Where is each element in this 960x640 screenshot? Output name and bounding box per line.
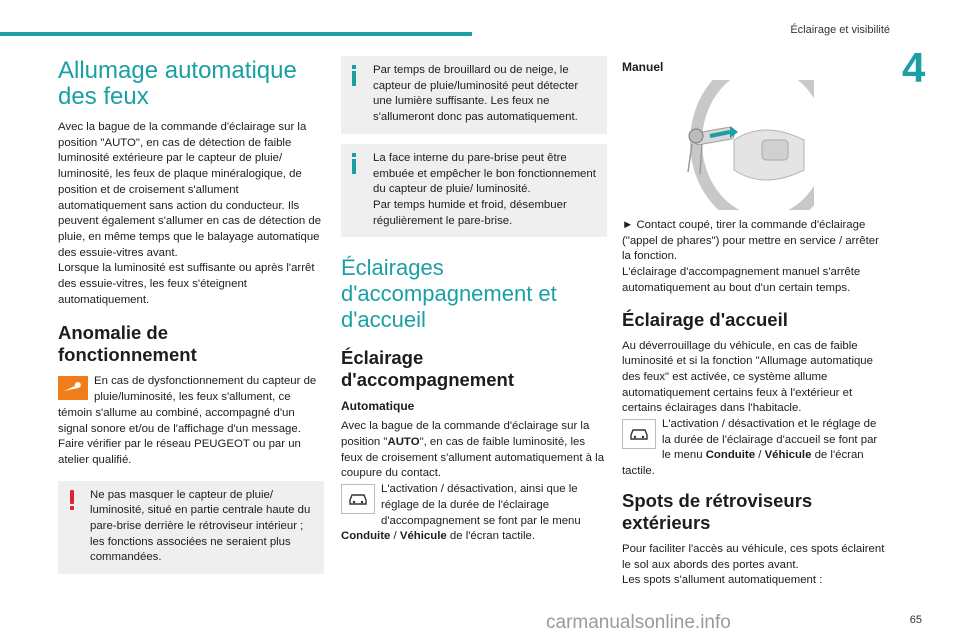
heading-line: Éclairage	[341, 347, 424, 369]
paragraph: Avec la bague de la commande d'éclairage sur la position "AUTO", en cas de détection de faible luminosité extérieure par le capteur de pluie/ luminosité, les feux de plaque minéralogique, de position et de croisement s'allument automatiquement sans action du conducteur. Ils peuvent également s'allumer en cas de détection de pluie, en même temps que le balayage automatique des essuie-vitres avant.	[58, 121, 322, 259]
menu-name: Véhicule	[764, 449, 812, 462]
text-span: L'activation / désactivation et le réglage de la durée de l'éclairage d'accueil se font par le menu	[662, 418, 878, 462]
info-text: Par temps humide et froid, désembuer régulièrement le pare-brise.	[373, 198, 567, 227]
paragraph: Faire vérifier par le réseau PEUGEOT ou par un atelier qualifié.	[58, 438, 301, 466]
heading-spots	[622, 490, 888, 534]
steering-wheel-illustration	[674, 80, 814, 210]
heading-accompagnement	[341, 347, 607, 391]
subheading-manuel: Manuel	[622, 60, 664, 74]
heading-line: extérieurs	[622, 511, 711, 533]
text-span: /	[755, 449, 765, 462]
heading-line: d'accompagnement	[341, 369, 514, 391]
text-span: Avec la bague de la commande d'éclairage sur la position "	[341, 420, 590, 449]
warning-text: Ne pas masquer le capteur de pluie/ luminosité, situé en partie centrale haute du pare-brise derrière le rétroviseur intérieur ; les fonctions associées ne seraient plus commandées.	[90, 488, 311, 564]
text-span: de l'écran tactile.	[446, 530, 536, 543]
menu-name: Conduite	[341, 530, 391, 543]
paragraph: En cas de dysfonctionnement du capteur de pluie/luminosité, les feux s'allument, ce témoin s'allume au combiné, accompagné d'un signal sonore et/ou de l'affichage d'un message.	[58, 375, 317, 435]
watermark: carmanualsonline.info	[546, 612, 731, 633]
column-3	[622, 60, 888, 589]
info-callout	[341, 144, 607, 238]
heading-line: d'accueil	[341, 307, 426, 333]
info-icon	[351, 153, 357, 174]
top-accent-bar	[0, 32, 472, 36]
heading-line: fonctionnement	[58, 344, 197, 366]
heading-line: Allumage automatique	[58, 57, 297, 84]
heading-allumage	[58, 58, 324, 110]
wrench-warning-icon	[58, 376, 88, 400]
info-text: La face interne du pare-brise peut être embuée et empêcher le bon fonctionnement du capteur de pluie/ luminosité.	[373, 151, 596, 196]
text-span: ", en cas de faible luminosité, les feux de croisement s'allument automatiquement à la coupure du contact.	[341, 436, 605, 480]
heading-accueil: Éclairage d'accueil	[622, 308, 788, 330]
paragraph	[622, 417, 888, 480]
paragraph	[341, 419, 607, 482]
paragraph: Lorsque la luminosité est suffisante ou après l'arrêt des essuie-vitres, les feux s'éteignent automatiquement.	[58, 262, 315, 306]
heading-eclairages	[341, 255, 607, 333]
column-2	[341, 56, 607, 545]
text-span: de l'écran tactile.	[622, 449, 864, 478]
warning-icon	[70, 490, 74, 510]
heading-line: d'accompagnement et	[341, 281, 557, 307]
text-span: L'activation / désactivation, ainsi que le réglage de la durée de l'éclairage d'accompagnement se font par le menu	[381, 483, 581, 527]
menu-name: Véhicule	[399, 530, 447, 543]
info-text: Par temps de brouillard ou de neige, le capteur de pluie/luminosité peut détecter une lumière suffisante. Les feux ne s'allumeront donc pas automatiquement.	[373, 64, 579, 124]
heading-anomalie	[58, 322, 324, 366]
column-1	[58, 52, 324, 584]
paragraph: L'éclairage d'accompagnement manuel s'arrête automatiquement au bout d'un certain temps.	[622, 266, 861, 294]
warning-callout	[58, 481, 324, 575]
chapter-number: 4	[902, 44, 926, 91]
section-title: Éclairage et visibilité	[790, 24, 890, 36]
heading-line: Éclairages	[341, 255, 444, 281]
subheading-automatique: Automatique	[341, 399, 415, 414]
page-number: 65	[909, 614, 922, 626]
car-settings-icon	[622, 419, 656, 449]
heading-line: Spots de rétroviseurs	[622, 489, 813, 511]
menu-name: Conduite	[705, 449, 756, 462]
car-settings-icon	[341, 484, 375, 514]
info-icon	[351, 65, 357, 86]
paragraph: ► Contact coupé, tirer la commande d'éclairage ("appel de phares") pour mettre en service / arrêter la fonction.	[622, 219, 879, 263]
text-bold: AUTO	[387, 436, 420, 449]
heading-line: des feux	[58, 83, 149, 110]
paragraph: Pour faciliter l'accès au véhicule, ces spots éclairent le sol aux abords des portes avant.	[622, 542, 885, 571]
paragraph: Les spots s'allument automatiquement :	[622, 574, 823, 587]
paragraph: Au déverrouillage du véhicule, en cas de faible luminosité et si la fonction "Allumage automatique des feux" est activée, ce système allume automatiquement certains feux à l'extérieur et certains éclairages dans l'habitacle.	[622, 339, 873, 415]
paragraph	[341, 482, 607, 545]
text-span: /	[390, 530, 400, 543]
info-callout	[341, 56, 607, 134]
heading-line: Anomalie de	[58, 322, 168, 344]
